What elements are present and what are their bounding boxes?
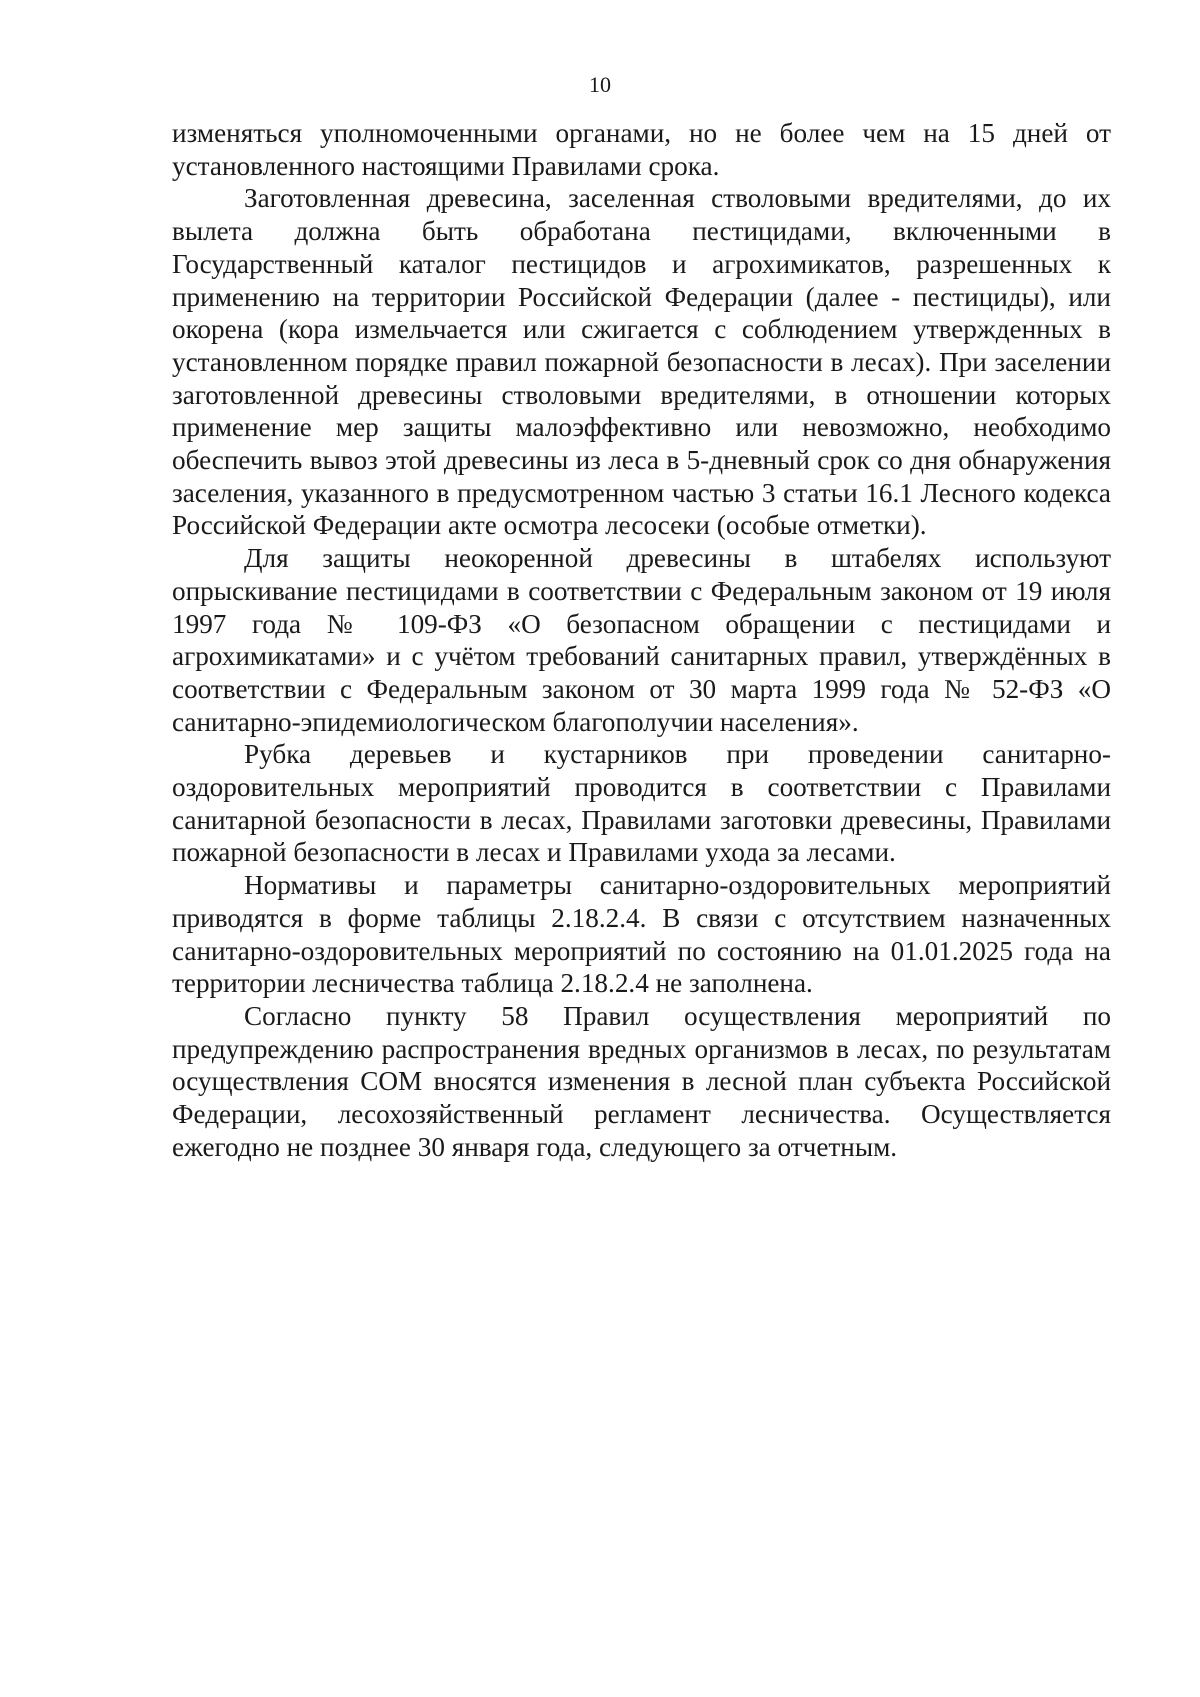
paragraph-unbarked-wood-protection: Для защиты неокоренной древесины в штабелях используют опрыскивание пестицидами в соответствии с Федеральным законом от 19 июля 1997 года № 109-ФЗ «О безопасном обращении с пестицидами и агрохимикатами» и с учётом требований санитарных правил, утверждённых в соответствии с Федеральным законом от 30 марта 1999 года № 52-ФЗ «О санитарно-эпидемиологическом благополучии населения». [172, 543, 1111, 737]
paragraph-continuation: изменяться уполномоченными органами, но не более чем на 15 дней от установленного настоящими Правилами срока. [172, 118, 1111, 181]
paragraph-harvested-wood-treatment: Заготовленная древесина, заселенная стволовыми вредителями, до их вылета должна быть обработана пестицидами, включенными в Государственный каталог пестицидов и агрохимикатов, разрешенных к применению на территории Российской Федерации (далее - пестициды), или окорена (кора измельчается или сжигается с соблюдением утвержденных в установленном порядке правил пожарной безопасности в лесах). При заселении заготовленной древесины стволовыми вредителями, в отношении которых применение мер защиты малоэффективно или невозможно, необходимо обеспечить вывоз этой древесины из леса в 5-дневный срок со дня обнаружения заселения, указанного в предусмотренном частью 3 статьи 16.1 Лесного кодекса Российской Федерации акте осмотра лесосеки (особые отметки). [172, 183, 1111, 541]
document-body [172, 117, 1111, 1164]
paragraph-forest-plan-changes: Согласно пункту 58 Правил осуществления мероприятий по предупреждению распространения вредных организмов в лесах, по результатам осуществления СОМ вносятся изменения в лесной план субъекта Российской Федерации, лесохозяйственный регламент лесничества. Осуществляется ежегодно не позднее 30 января года, следующего за отчетным. [172, 1000, 1111, 1162]
page-number: 10 [589, 72, 611, 97]
paragraph-felling-rules: Рубка деревьев и кустарников при проведении санитарно-оздоровительных мероприятий проводится в соответствии с Правилами санитарной безопасности в лесах, Правилами заготовки древесины, Правилами пожарной безопасности в лесах и Правилами ухода за лесами. [172, 739, 1111, 868]
paragraph-norms-parameters: Нормативы и параметры санитарно-оздоровительных мероприятий приводятся в форме таблицы 2.18.2.4. В связи с отсутствием назначенных санитарно-оздоровительных мероприятий по состоянию на 01.01.2025 года на территории лесничества таблица 2.18.2.4 не заполнена. [172, 870, 1111, 999]
